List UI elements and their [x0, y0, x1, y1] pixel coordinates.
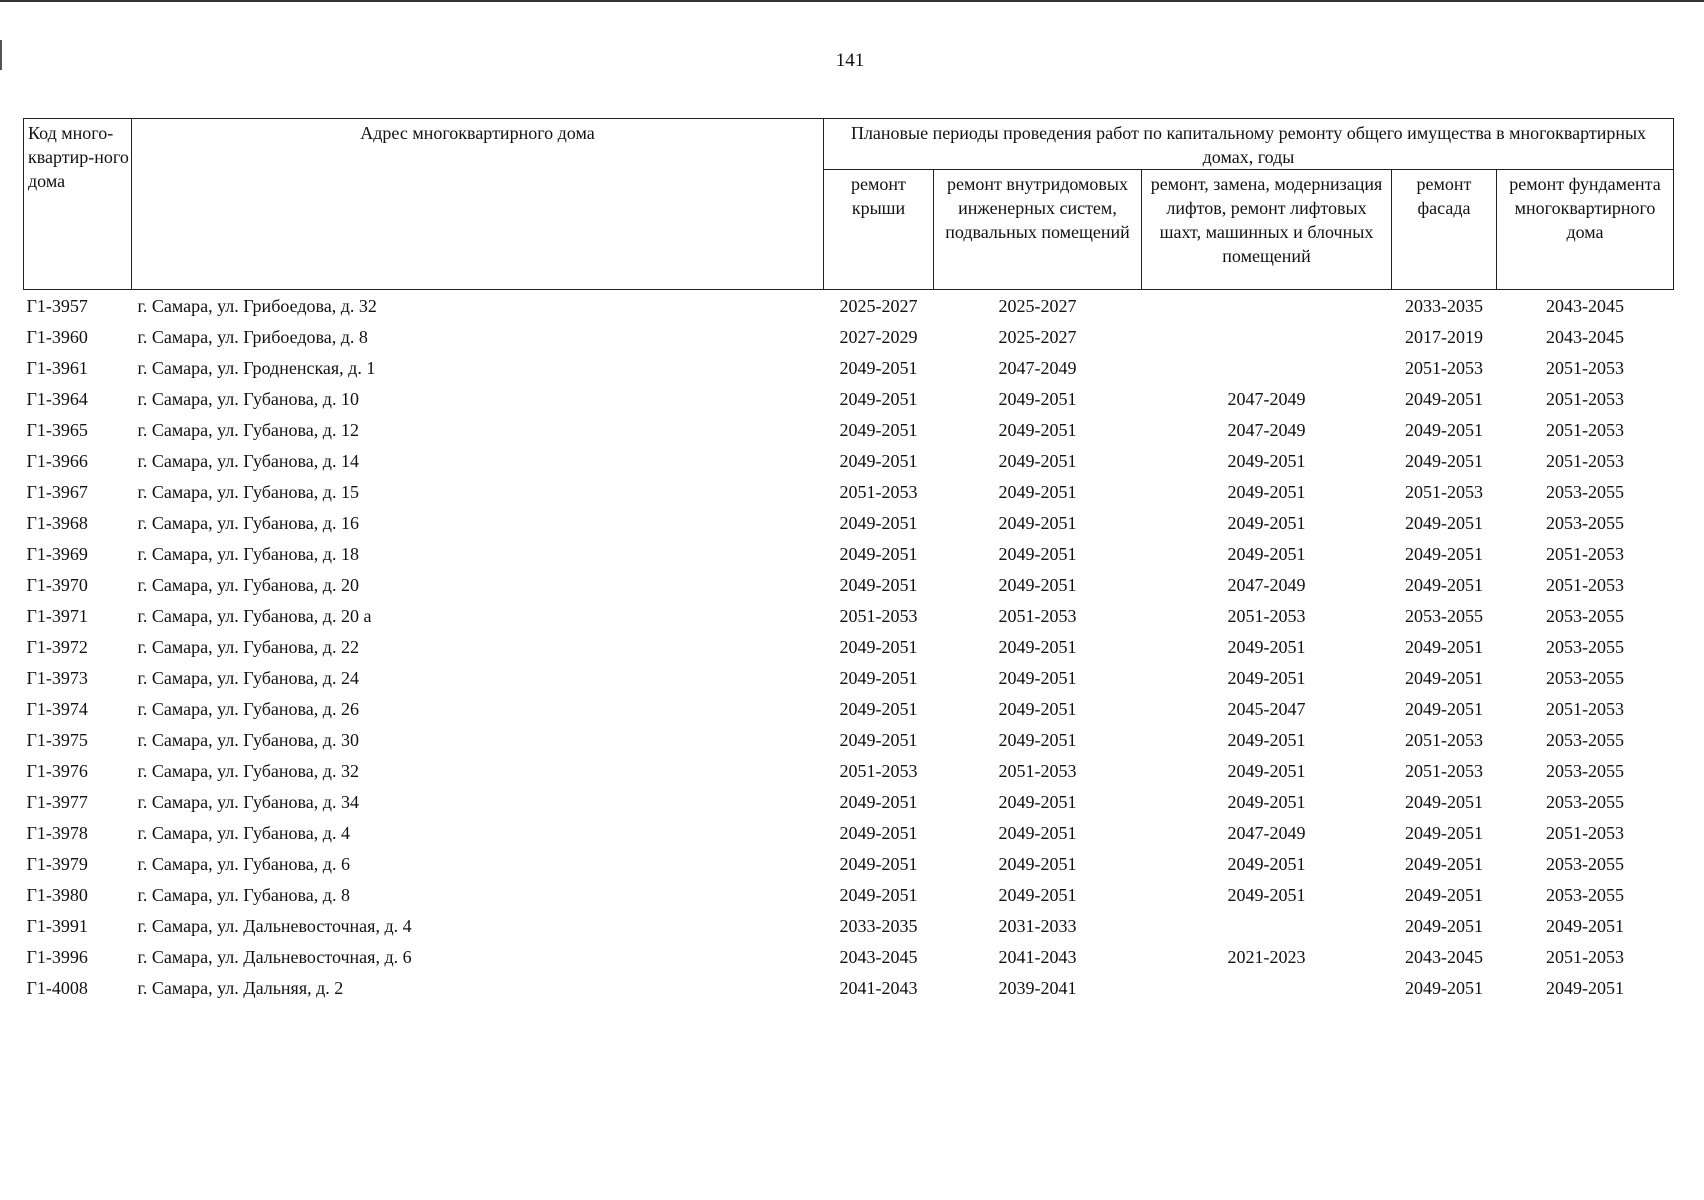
cell-facade: 2043-2045 — [1405, 947, 1483, 967]
cell-address: г. Самара, ул. Дальняя, д. 2 — [137, 978, 344, 998]
cell-code: Г1-3978 — [26, 823, 88, 843]
cell-roof: 2049-2051 — [839, 544, 918, 564]
cell-facade: 2049-2051 — [1405, 854, 1483, 874]
cell-foundation: 2051-2053 — [1546, 358, 1624, 378]
cell-address: г. Самара, ул. Губанова, д. 24 — [137, 668, 359, 688]
cell-facade: 2053-2055 — [1405, 606, 1483, 626]
cell-address: г. Самара, ул. Губанова, д. 6 — [137, 854, 350, 874]
cell-lifts: 2045-2047 — [1227, 699, 1306, 719]
header-code: Код много-квартир-ного дома — [24, 119, 132, 290]
cell-foundation: 2053-2055 — [1546, 513, 1624, 533]
cell-code: Г1-4008 — [26, 978, 88, 998]
table-header — [24, 119, 1674, 290]
cell-foundation: 2043-2045 — [1546, 327, 1624, 347]
cell-address: г. Самара, ул. Губанова, д. 12 — [137, 420, 359, 440]
cell-roof: 2049-2051 — [839, 668, 918, 688]
cell-lifts: 2049-2051 — [1227, 668, 1306, 688]
cell-roof: 2051-2053 — [839, 761, 918, 781]
cell-lifts: 2047-2049 — [1227, 389, 1306, 409]
cell-code: Г1-3971 — [26, 606, 88, 626]
header-plan-periods: Плановые периоды проведения работ по капитальному ремонту общего имущества в многоквартирных домах, годы — [824, 119, 1674, 170]
cell-engineering: 2049-2051 — [998, 699, 1077, 719]
table-row — [24, 602, 1674, 633]
cell-foundation: 2049-2051 — [1546, 978, 1624, 998]
cell-roof: 2049-2051 — [839, 389, 918, 409]
cell-lifts — [1142, 290, 1392, 324]
header-foundation: ремонт фундамента многоквартирного дома — [1497, 170, 1674, 290]
table-row — [24, 447, 1674, 478]
header-engineering: ремонт внутридомовых инженерных систем, подвальных помещений — [934, 170, 1142, 290]
cell-address: г. Самара, ул. Дальневосточная, д. 6 — [137, 947, 412, 967]
cell-roof: 2051-2053 — [839, 482, 918, 502]
cell-engineering: 2031-2033 — [998, 916, 1077, 936]
cell-lifts: 2047-2049 — [1227, 420, 1306, 440]
cell-code: Г1-3960 — [26, 327, 88, 347]
cell-code: Г1-3957 — [26, 296, 88, 316]
cell-roof: 2049-2051 — [839, 637, 918, 657]
cell-address: г. Самара, ул. Грибоедова, д. 8 — [137, 327, 368, 347]
cell-code: Г1-3973 — [26, 668, 88, 688]
cell-facade: 2051-2053 — [1405, 730, 1483, 750]
cell-facade: 2049-2051 — [1405, 389, 1483, 409]
cell-roof: 2041-2043 — [839, 978, 918, 998]
cell-roof: 2049-2051 — [839, 513, 918, 533]
cell-facade: 2051-2053 — [1405, 358, 1483, 378]
table-row — [24, 788, 1674, 819]
cell-roof: 2033-2035 — [839, 916, 918, 936]
cell-code: Г1-3967 — [26, 482, 88, 502]
cell-address: г. Самара, ул. Грибоедова, д. 32 — [137, 296, 377, 316]
cell-facade: 2017-2019 — [1405, 327, 1483, 347]
cell-engineering: 2049-2051 — [998, 482, 1077, 502]
cell-engineering: 2049-2051 — [998, 823, 1077, 843]
cell-engineering: 2049-2051 — [998, 885, 1077, 905]
table-row — [24, 819, 1674, 850]
table-row — [24, 850, 1674, 881]
cell-roof: 2049-2051 — [839, 823, 918, 843]
cell-engineering: 2049-2051 — [998, 854, 1077, 874]
cell-code: Г1-3964 — [26, 389, 88, 409]
cell-engineering: 2049-2051 — [998, 420, 1077, 440]
cell-lifts: 2049-2051 — [1227, 451, 1306, 471]
header-lifts: ремонт, замена, модернизация лифтов, ремонт лифтовых шахт, машинных и блочных помещений — [1142, 170, 1392, 290]
cell-lifts: 2049-2051 — [1227, 544, 1306, 564]
table-row — [24, 385, 1674, 416]
table-row — [24, 323, 1674, 354]
table-row — [24, 757, 1674, 788]
cell-code: Г1-3980 — [26, 885, 88, 905]
cell-foundation: 2051-2053 — [1546, 451, 1624, 471]
cell-code: Г1-3974 — [26, 699, 88, 719]
cell-facade: 2049-2051 — [1405, 699, 1483, 719]
cell-facade: 2033-2035 — [1405, 296, 1483, 316]
cell-address: г. Самара, ул. Губанова, д. 16 — [137, 513, 359, 533]
table-row — [24, 416, 1674, 447]
table-row — [24, 354, 1674, 385]
cell-code: Г1-3972 — [26, 637, 88, 657]
cell-foundation: 2051-2053 — [1546, 544, 1624, 564]
table-row — [24, 881, 1674, 912]
cell-foundation: 2051-2053 — [1546, 575, 1624, 595]
cell-address: г. Самара, ул. Губанова, д. 32 — [137, 761, 359, 781]
table-row — [24, 478, 1674, 509]
cell-engineering: 2041-2043 — [998, 947, 1077, 967]
cell-address: г. Самара, ул. Губанова, д. 34 — [137, 792, 359, 812]
cell-facade: 2049-2051 — [1405, 668, 1483, 688]
cell-address: г. Самара, ул. Губанова, д. 4 — [137, 823, 350, 843]
cell-address: г. Самара, ул. Губанова, д. 30 — [137, 730, 359, 750]
cell-foundation: 2053-2055 — [1546, 761, 1624, 781]
cell-foundation: 2053-2055 — [1546, 792, 1624, 812]
cell-foundation: 2053-2055 — [1546, 730, 1624, 750]
table-row — [24, 974, 1674, 1005]
cell-address: г. Самара, ул. Губанова, д. 8 — [137, 885, 350, 905]
cell-roof: 2051-2053 — [839, 606, 918, 626]
cell-lifts — [1142, 974, 1392, 1005]
cell-facade: 2049-2051 — [1405, 978, 1483, 998]
cell-engineering: 2051-2053 — [998, 761, 1077, 781]
table-row — [24, 912, 1674, 943]
cell-foundation: 2051-2053 — [1546, 699, 1624, 719]
cell-facade: 2049-2051 — [1405, 885, 1483, 905]
cell-engineering: 2049-2051 — [998, 544, 1077, 564]
table-row — [24, 726, 1674, 757]
cell-engineering: 2049-2051 — [998, 451, 1077, 471]
cell-facade: 2049-2051 — [1405, 575, 1483, 595]
cell-roof: 2049-2051 — [839, 451, 918, 471]
cell-lifts: 2049-2051 — [1227, 637, 1306, 657]
cell-facade: 2049-2051 — [1405, 420, 1483, 440]
table-row — [24, 540, 1674, 571]
table-row — [24, 943, 1674, 974]
cell-engineering: 2049-2051 — [998, 389, 1077, 409]
cell-foundation: 2051-2053 — [1546, 420, 1624, 440]
cell-lifts: 2051-2053 — [1227, 606, 1306, 626]
cell-facade: 2049-2051 — [1405, 513, 1483, 533]
cell-address: г. Самара, ул. Дальневосточная, д. 4 — [137, 916, 412, 936]
cell-code: Г1-3961 — [26, 358, 88, 378]
cell-code: Г1-3996 — [26, 947, 88, 967]
cell-roof: 2049-2051 — [839, 730, 918, 750]
cell-engineering: 2025-2027 — [998, 296, 1077, 316]
cell-engineering: 2049-2051 — [998, 575, 1077, 595]
cell-roof: 2049-2051 — [839, 699, 918, 719]
cell-engineering: 2047-2049 — [998, 358, 1077, 378]
cell-facade: 2049-2051 — [1405, 451, 1483, 471]
cell-facade: 2051-2053 — [1405, 482, 1483, 502]
table-row — [24, 633, 1674, 664]
capital-repair-table — [23, 118, 1674, 1005]
cell-lifts: 2047-2049 — [1227, 823, 1306, 843]
cell-foundation: 2053-2055 — [1546, 854, 1624, 874]
cell-code: Г1-3991 — [26, 916, 88, 936]
cell-lifts: 2021-2023 — [1227, 947, 1306, 967]
cell-engineering: 2049-2051 — [998, 792, 1077, 812]
table-row — [24, 290, 1674, 324]
cell-lifts: 2049-2051 — [1227, 792, 1306, 812]
cell-roof: 2027-2029 — [839, 327, 918, 347]
cell-roof: 2049-2051 — [839, 358, 918, 378]
table-row — [24, 509, 1674, 540]
cell-address: г. Самара, ул. Губанова, д. 18 — [137, 544, 359, 564]
cell-code: Г1-3965 — [26, 420, 88, 440]
cell-lifts: 2047-2049 — [1227, 575, 1306, 595]
cell-foundation: 2049-2051 — [1546, 916, 1624, 936]
cell-engineering: 2051-2053 — [998, 606, 1077, 626]
table-row — [24, 695, 1674, 726]
cell-foundation: 2053-2055 — [1546, 885, 1624, 905]
cell-address: г. Самара, ул. Губанова, д. 14 — [137, 451, 359, 471]
cell-code: Г1-3975 — [26, 730, 88, 750]
cell-roof: 2025-2027 — [839, 296, 918, 316]
cell-code: Г1-3968 — [26, 513, 88, 533]
cell-engineering: 2049-2051 — [998, 513, 1077, 533]
cell-code: Г1-3970 — [26, 575, 88, 595]
table-row — [24, 664, 1674, 695]
top-border-line — [0, 0, 1704, 2]
cell-engineering: 2025-2027 — [998, 327, 1077, 347]
cell-engineering: 2039-2041 — [998, 978, 1077, 998]
cell-engineering: 2049-2051 — [998, 637, 1077, 657]
cell-foundation: 2053-2055 — [1546, 668, 1624, 688]
cell-foundation: 2051-2053 — [1546, 389, 1624, 409]
cell-engineering: 2049-2051 — [998, 668, 1077, 688]
cell-roof: 2049-2051 — [839, 854, 918, 874]
cell-foundation: 2051-2053 — [1546, 823, 1624, 843]
cell-facade: 2049-2051 — [1405, 916, 1483, 936]
cell-facade: 2049-2051 — [1405, 544, 1483, 564]
header-address: Адрес многоквартирного дома — [132, 119, 824, 290]
cell-lifts — [1142, 912, 1392, 943]
cell-address: г. Самара, ул. Губанова, д. 15 — [137, 482, 359, 502]
cell-code: Г1-3966 — [26, 451, 88, 471]
cell-engineering: 2049-2051 — [998, 730, 1077, 750]
cell-foundation: 2051-2053 — [1546, 947, 1624, 967]
cell-roof: 2049-2051 — [839, 575, 918, 595]
cell-facade: 2051-2053 — [1405, 761, 1483, 781]
table-row — [24, 571, 1674, 602]
cell-code: Г1-3977 — [26, 792, 88, 812]
left-scan-mark — [0, 40, 2, 70]
cell-roof: 2049-2051 — [839, 792, 918, 812]
cell-roof: 2049-2051 — [839, 885, 918, 905]
cell-code: Г1-3969 — [26, 544, 88, 564]
cell-address: г. Самара, ул. Губанова, д. 20 — [137, 575, 359, 595]
cell-facade: 2049-2051 — [1405, 637, 1483, 657]
cell-code: Г1-3976 — [26, 761, 88, 781]
cell-lifts: 2049-2051 — [1227, 885, 1306, 905]
cell-foundation: 2053-2055 — [1546, 637, 1624, 657]
cell-roof: 2043-2045 — [839, 947, 918, 967]
cell-foundation: 2053-2055 — [1546, 606, 1624, 626]
header-facade: ремонт фасада — [1392, 170, 1497, 290]
cell-address: г. Самара, ул. Губанова, д. 26 — [137, 699, 359, 719]
cell-facade: 2049-2051 — [1405, 823, 1483, 843]
page-number: 141 — [835, 50, 865, 71]
cell-address: г. Самара, ул. Губанова, д. 20 а — [137, 606, 372, 626]
cell-lifts — [1142, 354, 1392, 385]
cell-lifts — [1142, 323, 1392, 354]
cell-foundation: 2043-2045 — [1546, 296, 1624, 316]
cell-address: г. Самара, ул. Гродненская, д. 1 — [137, 358, 376, 378]
cell-lifts: 2049-2051 — [1227, 854, 1306, 874]
cell-lifts: 2049-2051 — [1227, 513, 1306, 533]
table-body — [24, 290, 1674, 1006]
cell-lifts: 2049-2051 — [1227, 482, 1306, 502]
cell-lifts: 2049-2051 — [1227, 761, 1306, 781]
cell-address: г. Самара, ул. Губанова, д. 10 — [137, 389, 359, 409]
cell-roof: 2049-2051 — [839, 420, 918, 440]
cell-address: г. Самара, ул. Губанова, д. 22 — [137, 637, 359, 657]
cell-lifts: 2049-2051 — [1227, 730, 1306, 750]
cell-facade: 2049-2051 — [1405, 792, 1483, 812]
cell-foundation: 2053-2055 — [1546, 482, 1624, 502]
cell-code: Г1-3979 — [26, 854, 88, 874]
header-roof: ремонт крыши — [824, 170, 934, 290]
